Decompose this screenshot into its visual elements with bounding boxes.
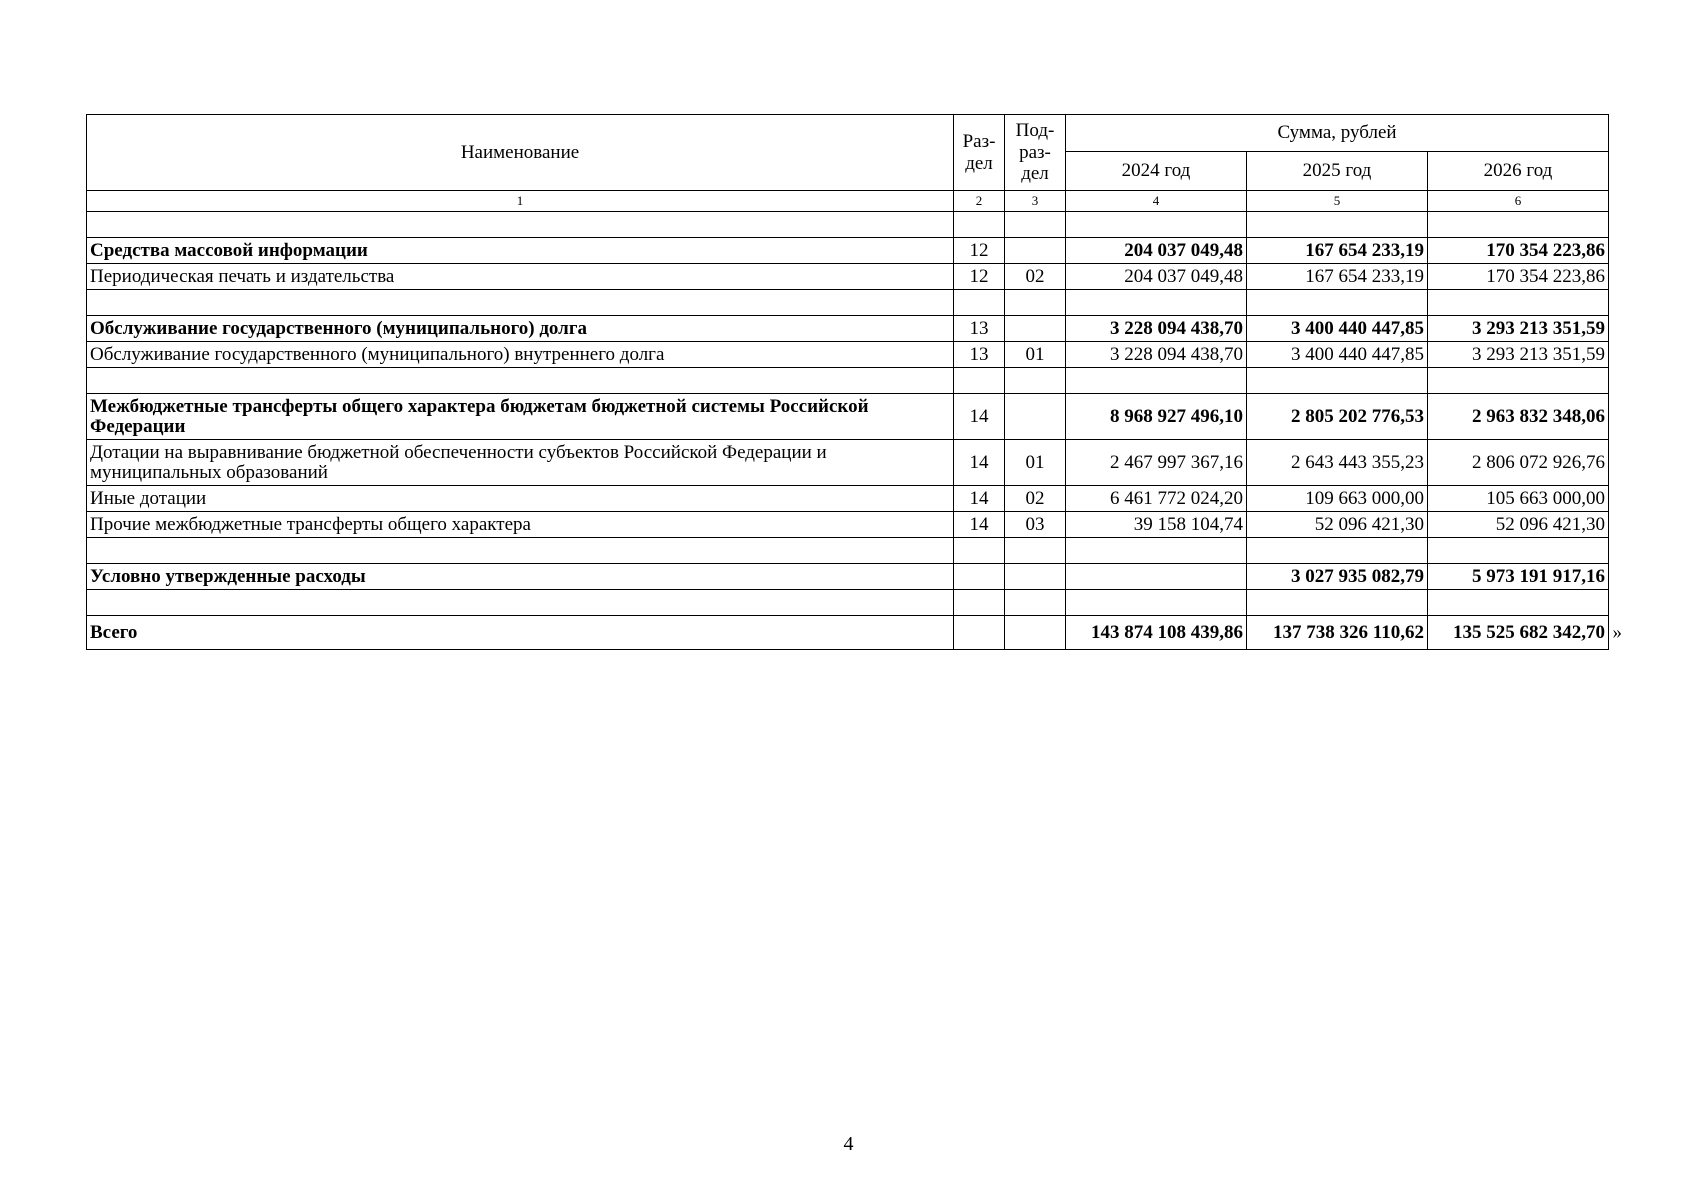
row-name-cell: Дотации на выравнивание бюджетной обеспеченности субъектов Российской Федерации и муниципальных образований bbox=[87, 440, 954, 486]
row-podrazdel-cell bbox=[1005, 394, 1066, 440]
row-name-cell: Межбюджетные трансферты общего характера бюджетам бюджетной системы Российской Федерации bbox=[87, 394, 954, 440]
header-year-2025: 2025 год bbox=[1247, 152, 1428, 191]
empty-cell bbox=[1005, 538, 1066, 564]
empty-cell bbox=[954, 212, 1005, 238]
row-value-2024-cell: 3 228 094 438,70 bbox=[1066, 342, 1247, 368]
table-row bbox=[87, 440, 1609, 486]
spacer-row bbox=[87, 590, 1609, 616]
col-number-5: 5 bbox=[1247, 191, 1428, 212]
row-value-2026-cell: 170 354 223,86 bbox=[1428, 238, 1609, 264]
row-value-2026-text: 135 525 682 342,70 bbox=[1453, 621, 1606, 643]
empty-cell bbox=[1066, 590, 1247, 616]
row-value-2024-cell: 6 461 772 024,20 bbox=[1066, 486, 1247, 512]
row-value-2025-cell: 109 663 000,00 bbox=[1247, 486, 1428, 512]
header-year-2026: 2026 год bbox=[1428, 152, 1609, 191]
table-row bbox=[87, 564, 1609, 590]
spacer-row bbox=[87, 290, 1609, 316]
empty-cell bbox=[954, 368, 1005, 394]
row-value-2024-cell: 8 968 927 496,10 bbox=[1066, 394, 1247, 440]
spacer-row bbox=[87, 212, 1609, 238]
page-number: 4 bbox=[843, 1133, 854, 1155]
empty-cell bbox=[1066, 212, 1247, 238]
empty-cell bbox=[954, 538, 1005, 564]
row-value-2024-cell: 204 037 049,48 bbox=[1066, 264, 1247, 290]
row-name-cell: Всего bbox=[87, 616, 954, 650]
row-value-2024-cell bbox=[1066, 564, 1247, 590]
table-row bbox=[87, 394, 1609, 440]
col-number-2: 2 bbox=[954, 191, 1005, 212]
row-value-2024-cell: 3 228 094 438,70 bbox=[1066, 316, 1247, 342]
empty-cell bbox=[1005, 290, 1066, 316]
header-sum: Сумма, рублей bbox=[1066, 115, 1609, 152]
row-value-2026-cell: 2 806 072 926,76 bbox=[1428, 440, 1609, 486]
empty-cell bbox=[1428, 590, 1609, 616]
empty-cell bbox=[1066, 368, 1247, 394]
row-value-2026-cell: 3 293 213 351,59 bbox=[1428, 316, 1609, 342]
row-podrazdel-cell bbox=[1005, 564, 1066, 590]
row-value-2026-cell: 105 663 000,00 bbox=[1428, 486, 1609, 512]
row-name-cell: Обслуживание государственного (муниципального) внутреннего долга bbox=[87, 342, 954, 368]
col-number-3: 3 bbox=[1005, 191, 1066, 212]
table-row bbox=[87, 342, 1609, 368]
empty-cell bbox=[1247, 590, 1428, 616]
spacer-row bbox=[87, 538, 1609, 564]
row-razdel-cell: 12 bbox=[954, 238, 1005, 264]
row-razdel-cell bbox=[954, 616, 1005, 650]
empty-cell bbox=[954, 290, 1005, 316]
empty-cell bbox=[1066, 290, 1247, 316]
row-podrazdel-cell: 01 bbox=[1005, 440, 1066, 486]
empty-cell bbox=[1428, 290, 1609, 316]
row-name-cell: Условно утвержденные расходы bbox=[87, 564, 954, 590]
header-razdel bbox=[954, 115, 1005, 191]
row-razdel-cell: 14 bbox=[954, 512, 1005, 538]
empty-cell bbox=[1428, 368, 1609, 394]
row-razdel-cell: 12 bbox=[954, 264, 1005, 290]
row-value-2026-cell bbox=[1428, 616, 1623, 650]
row-podrazdel-cell: 02 bbox=[1005, 264, 1066, 290]
row-podrazdel-cell bbox=[1005, 238, 1066, 264]
table-row bbox=[87, 512, 1609, 538]
empty-cell bbox=[954, 590, 1005, 616]
row-name-cell: Средства массовой информации bbox=[87, 238, 954, 264]
header-podrazdel bbox=[1005, 115, 1066, 191]
row-podrazdel-cell: 03 bbox=[1005, 512, 1066, 538]
budget-table bbox=[86, 114, 1623, 650]
row-podrazdel-cell bbox=[1005, 616, 1066, 650]
row-value-2025-cell: 3 400 440 447,85 bbox=[1247, 342, 1428, 368]
row-value-2025-cell: 52 096 421,30 bbox=[1247, 512, 1428, 538]
empty-cell bbox=[87, 212, 954, 238]
table-row bbox=[87, 486, 1609, 512]
row-value-2026-cell: 2 963 832 348,06 bbox=[1428, 394, 1609, 440]
table-header bbox=[87, 115, 1609, 212]
col-number-1: 1 bbox=[87, 191, 954, 212]
row-razdel-cell: 13 bbox=[954, 342, 1005, 368]
row-podrazdel-cell: 01 bbox=[1005, 342, 1066, 368]
col-number-6: 6 bbox=[1428, 191, 1609, 212]
row-value-2024-cell: 39 158 104,74 bbox=[1066, 512, 1247, 538]
empty-cell bbox=[1005, 212, 1066, 238]
row-name-cell: Прочие межбюджетные трансферты общего характера bbox=[87, 512, 954, 538]
empty-cell bbox=[1066, 538, 1247, 564]
row-value-2026-cell: 52 096 421,30 bbox=[1428, 512, 1609, 538]
table-row bbox=[87, 264, 1609, 290]
row-name-cell: Обслуживание государственного (муниципального) долга bbox=[87, 316, 954, 342]
row-value-2024-cell: 2 467 997 367,16 bbox=[1066, 440, 1247, 486]
row-value-2025-cell: 167 654 233,19 bbox=[1247, 238, 1428, 264]
row-value-2024-cell: 143 874 108 439,86 bbox=[1066, 616, 1247, 650]
empty-cell bbox=[87, 368, 954, 394]
table-row bbox=[87, 238, 1609, 264]
row-razdel-cell: 14 bbox=[954, 394, 1005, 440]
empty-cell bbox=[87, 590, 954, 616]
empty-cell bbox=[1428, 538, 1609, 564]
empty-cell bbox=[1247, 368, 1428, 394]
row-podrazdel-cell: 02 bbox=[1005, 486, 1066, 512]
header-podrazdel-text: Под- раз- дел bbox=[1015, 119, 1055, 185]
closing-quote: » bbox=[1612, 621, 1623, 643]
empty-cell bbox=[1247, 538, 1428, 564]
empty-cell bbox=[1005, 590, 1066, 616]
row-value-2025-cell: 2 805 202 776,53 bbox=[1247, 394, 1428, 440]
header-year-2024: 2024 год bbox=[1066, 152, 1247, 191]
empty-cell bbox=[1247, 212, 1428, 238]
col-number-4: 4 bbox=[1066, 191, 1247, 212]
row-value-2026-cell: 5 973 191 917,16 bbox=[1428, 564, 1609, 590]
row-value-2025-cell: 2 643 443 355,23 bbox=[1247, 440, 1428, 486]
total-row bbox=[87, 616, 1609, 650]
row-value-2025-cell: 3 400 440 447,85 bbox=[1247, 316, 1428, 342]
header-name: Наименование bbox=[87, 115, 954, 191]
row-name-cell: Периодическая печать и издательства bbox=[87, 264, 954, 290]
table-row bbox=[87, 316, 1609, 342]
row-podrazdel-cell bbox=[1005, 316, 1066, 342]
empty-cell bbox=[1247, 290, 1428, 316]
header-razdel-text: Раз- дел bbox=[962, 130, 996, 174]
row-value-2025-cell: 167 654 233,19 bbox=[1247, 264, 1428, 290]
row-value-2024-cell: 204 037 049,48 bbox=[1066, 238, 1247, 264]
row-razdel-cell: 14 bbox=[954, 486, 1005, 512]
row-value-2026-cell: 3 293 213 351,59 bbox=[1428, 342, 1609, 368]
spacer-row bbox=[87, 368, 1609, 394]
row-razdel-cell: 13 bbox=[954, 316, 1005, 342]
empty-cell bbox=[87, 538, 954, 564]
row-razdel-cell bbox=[954, 564, 1005, 590]
row-value-2025-cell: 3 027 935 082,79 bbox=[1247, 564, 1428, 590]
empty-cell bbox=[1428, 212, 1609, 238]
row-razdel-cell: 14 bbox=[954, 440, 1005, 486]
row-name-cell: Иные дотации bbox=[87, 486, 954, 512]
row-value-2026-cell: 170 354 223,86 bbox=[1428, 264, 1609, 290]
empty-cell bbox=[1005, 368, 1066, 394]
row-value-2025-cell: 137 738 326 110,62 bbox=[1247, 616, 1428, 650]
table-body bbox=[87, 212, 1623, 650]
empty-cell bbox=[87, 290, 954, 316]
